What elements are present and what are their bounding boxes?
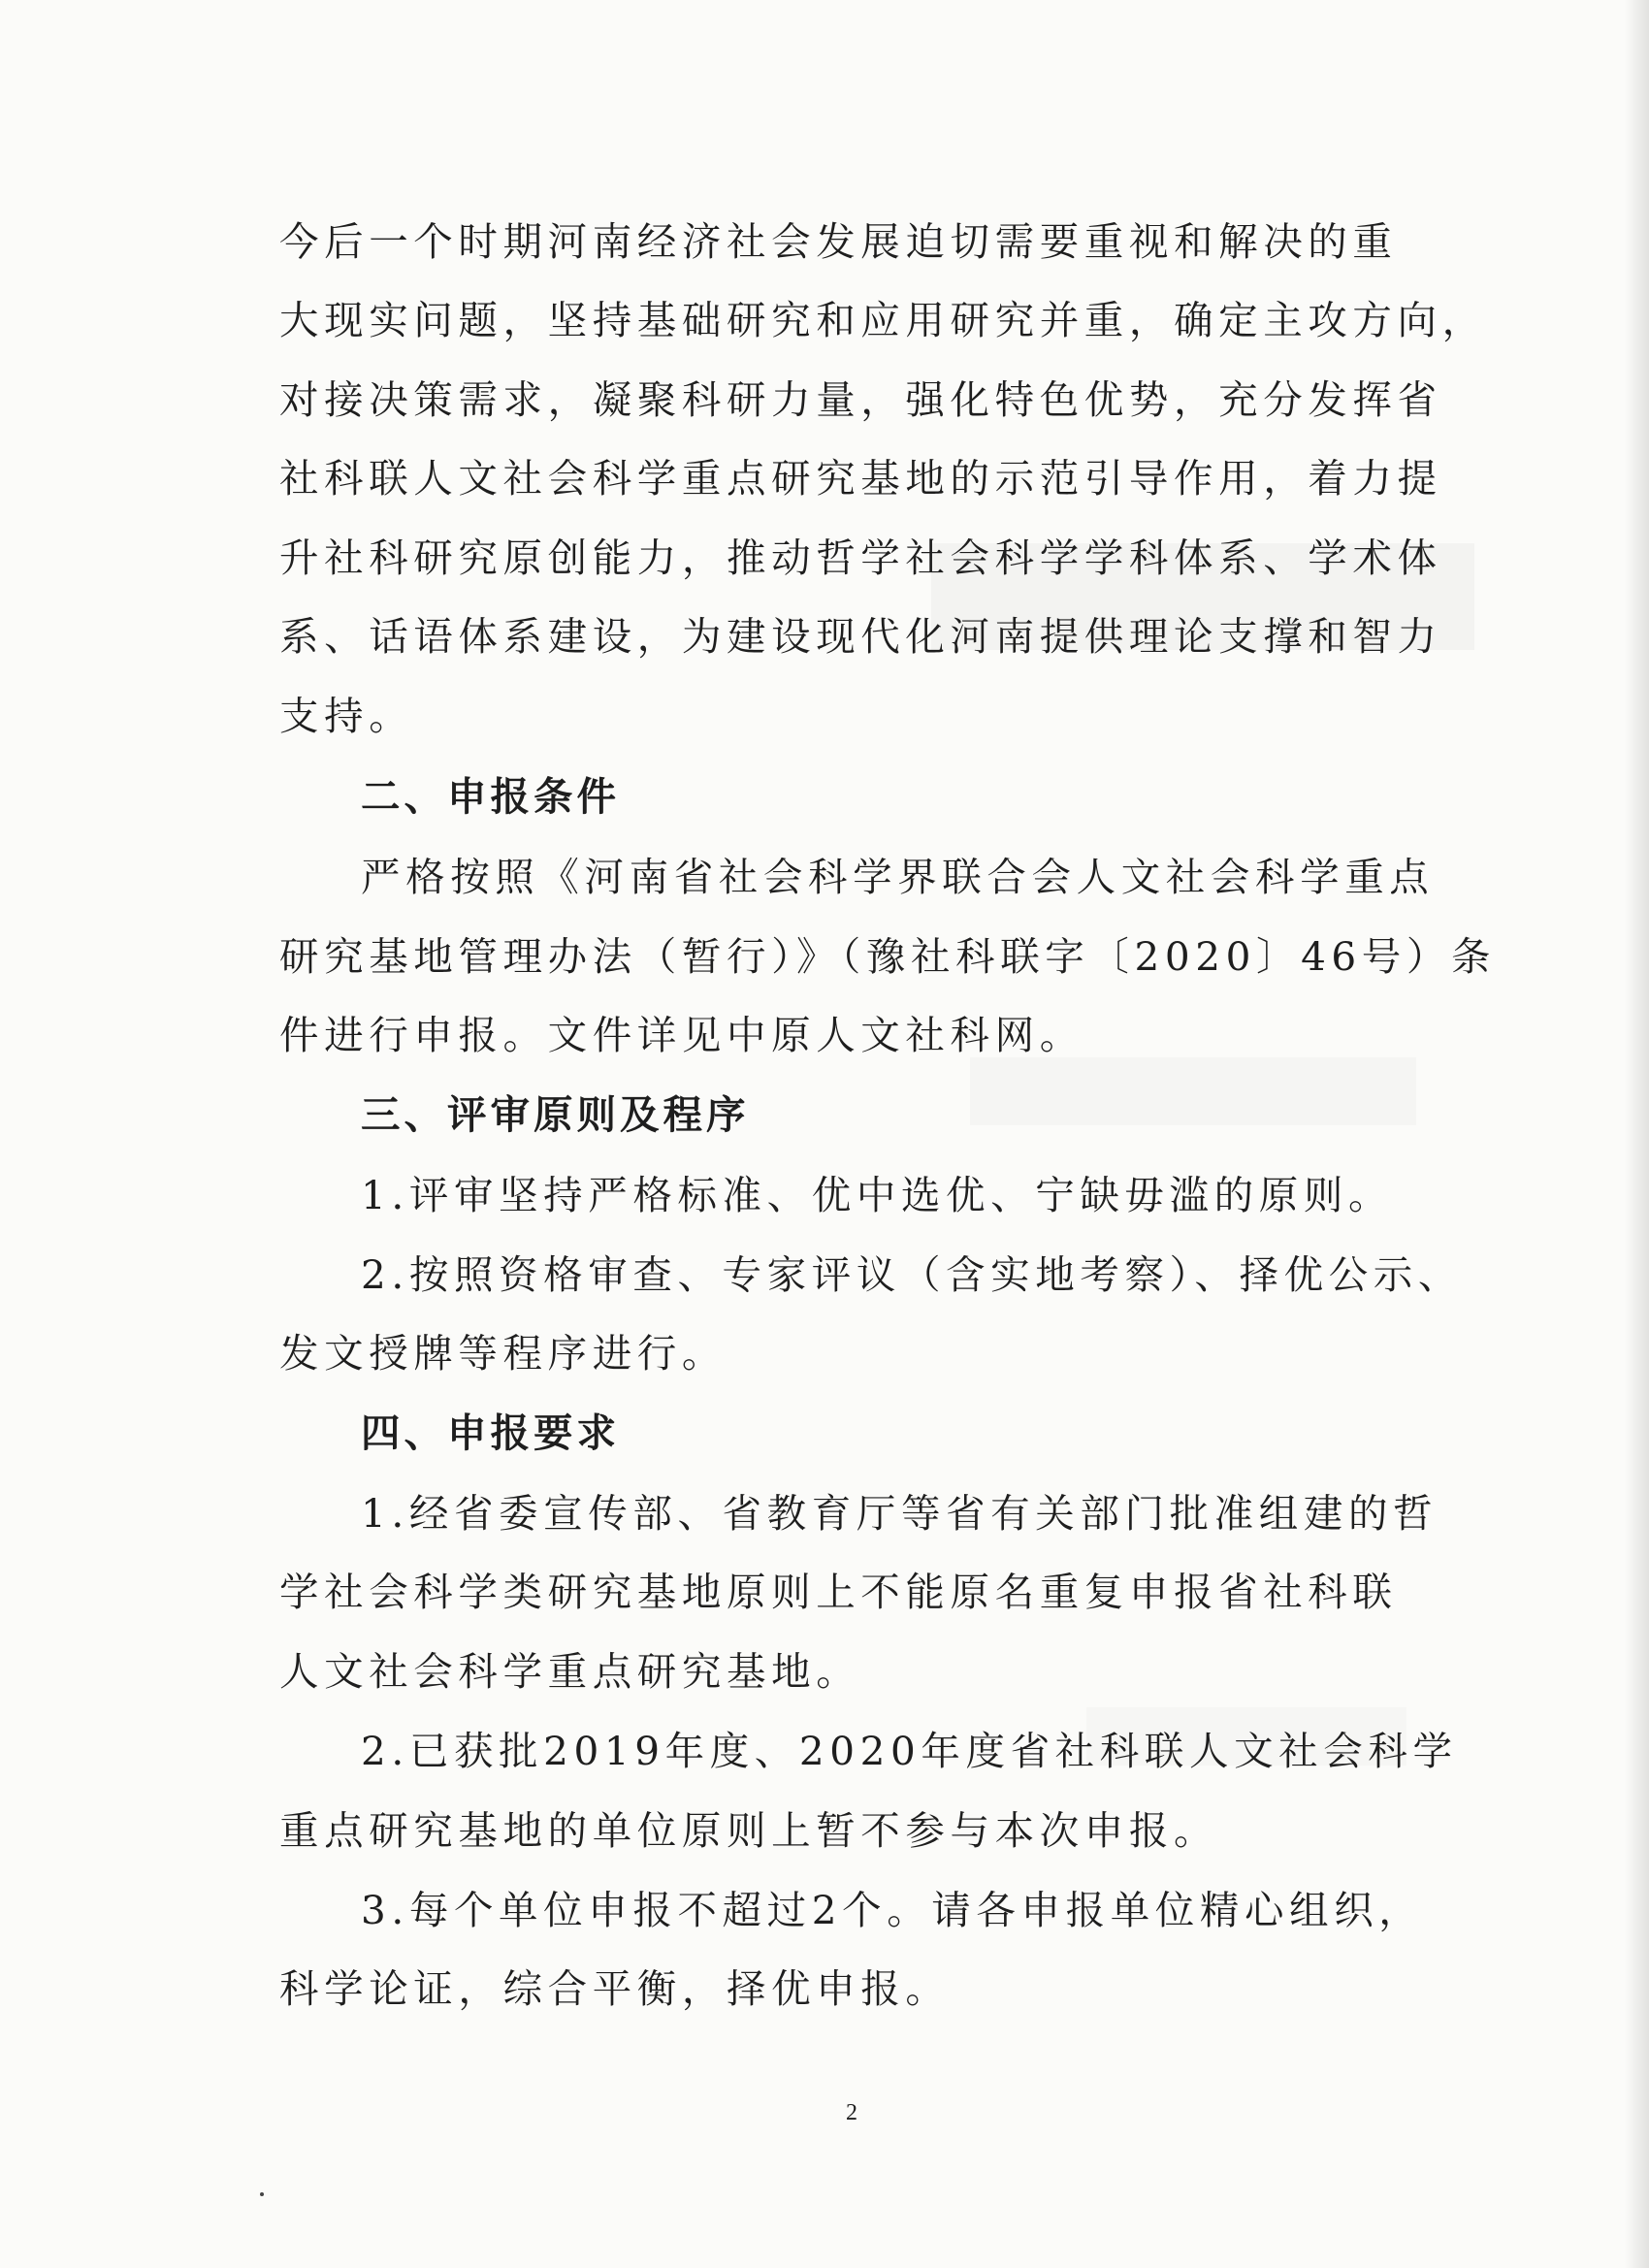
- paragraph-line: 对接决策需求，凝聚科研力量，强化特色优势，充分发挥省: [279, 376, 1442, 423]
- paragraph-line: 大现实问题，坚持基础研究和应用研究并重，确定主攻方向，: [279, 297, 1487, 343]
- list-item: 人文社会科学重点研究基地。: [279, 1648, 861, 1695]
- section-heading: [361, 1091, 750, 1138]
- paragraph-line: 系、话语体系建设，为建设现代化河南提供理论支撑和智力: [279, 613, 1442, 660]
- list-item: 1.经省委宣传部、省教育厅等省有关部门批准组建的哲: [361, 1490, 1439, 1537]
- paragraph-line: 升社科研究原创能力，推动哲学社会科学学科体系、学术体: [279, 535, 1442, 581]
- list-item: 重点研究基地的单位原则上暂不参与本次申报。: [279, 1807, 1219, 1854]
- list-item: 3.每个单位申报不超过2个。请各申报单位精心组织，: [361, 1887, 1424, 1933]
- section-heading-text: 三、评审原则及程序: [361, 1091, 750, 1138]
- bleed-through-mark: [970, 1057, 1416, 1125]
- page-number: 2: [846, 2100, 857, 2125]
- list-item: 2.按照资格审查、专家评议（含实地考察）、择优公示、: [361, 1251, 1463, 1298]
- paragraph-line: 件进行申报。文件详见中原人文社科网。: [279, 1012, 1084, 1058]
- list-item: 科学论证，综合平衡，择优申报。: [279, 1965, 951, 2012]
- list-item: 2.已获批2019年度、2020年度省社科联人文社会科学: [361, 1728, 1458, 1774]
- paragraph-line: 今后一个时期河南经济社会发展迫切需要重视和解决的重: [279, 218, 1398, 265]
- section-heading: [361, 1409, 620, 1456]
- section-heading-text: 二、申报条件: [361, 773, 620, 820]
- list-item: 发文授牌等程序进行。: [279, 1330, 727, 1377]
- section-heading: [361, 773, 620, 820]
- scan-speck: [260, 2192, 264, 2196]
- paragraph-line: 研究基地管理办法（暂行）》（豫社科联字〔2020〕46号）条: [279, 933, 1497, 980]
- section-heading-text: 四、申报要求: [361, 1409, 620, 1456]
- scan-edge-shadow: [1624, 0, 1649, 2268]
- paragraph-line: 社科联人文社会科学重点研究基地的示范引导作用，着力提: [279, 455, 1442, 502]
- paragraph-line: 严格按照《河南省社会科学界联合会人文社会科学重点: [361, 854, 1435, 900]
- list-item: 1.评审坚持严格标准、优中选优、宁缺毋滥的原则。: [361, 1172, 1394, 1218]
- list-item: 学社会科学类研究基地原则上不能原名重复申报省社科联: [279, 1569, 1398, 1615]
- paragraph-line: 支持。: [279, 693, 414, 739]
